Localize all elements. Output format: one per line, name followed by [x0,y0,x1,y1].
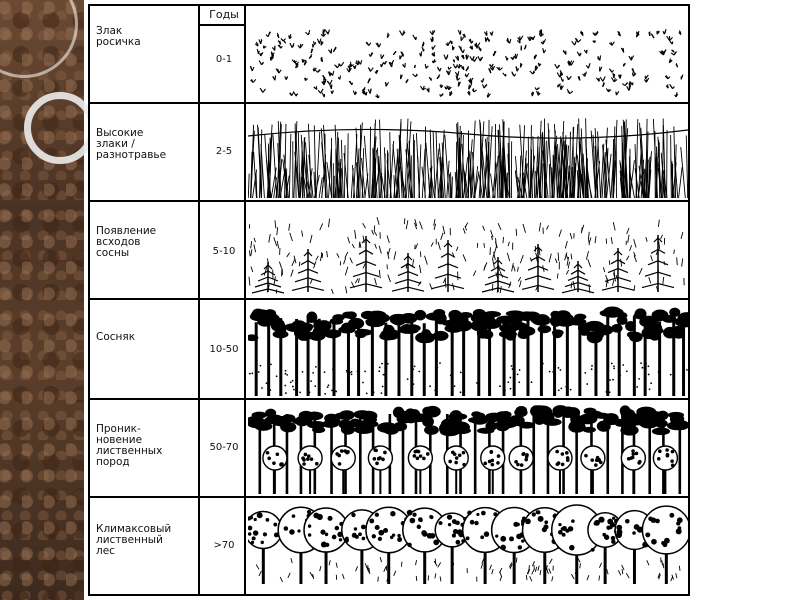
grass-tuft [452,45,454,50]
grass-tuft [596,31,598,35]
stage-years-4: 10-50 [209,344,239,355]
grass-tuft [453,59,455,62]
grass-tuft [458,82,460,87]
grass-tuft [403,63,406,67]
stage-label-1: Злак росичка [96,25,141,48]
grass-tuft [531,92,533,96]
grass-tuft [440,94,443,97]
grass-tuft [593,40,596,42]
years-column-header: Годы [209,8,239,21]
grass-tuft [375,94,379,98]
grass-blade [429,174,430,198]
grass-tuft [381,54,384,58]
grass-tuft [507,38,509,43]
grass-tuft [487,37,489,41]
grass-tuft [483,84,487,88]
stage-label-4: Сосняк [96,331,136,343]
grass-tuft [584,50,587,53]
grass-tuft [463,34,466,37]
grass-tuft [321,41,323,45]
grass-blade [248,174,249,198]
grass-tuft [255,42,258,46]
pine-tree [414,310,435,396]
grass-tuft [670,41,673,44]
grass-tuft [676,63,678,67]
grass-tuft [413,74,418,77]
grass-tuft [657,31,660,35]
grass-tuft [627,86,631,91]
grass-tuft [535,87,540,89]
grass-tuft [489,64,493,67]
grass-tuft [406,79,408,82]
stage-label-5: Проник- новение лиственных пород [96,423,163,468]
deciduous-sapling [481,446,505,494]
grass-tuft [311,49,313,53]
grass-tuft [290,43,294,48]
grass-tuft [518,36,523,41]
deciduous-sapling [408,446,432,494]
grass-tuft [259,61,263,65]
grass-tuft [313,41,315,44]
grass-tuft [322,93,324,97]
decorative-ring-small [24,92,96,164]
grass-tuft [489,68,491,73]
pine-seedling [642,235,674,292]
grass-tuft [455,56,458,61]
grass-tuft [272,46,275,51]
deciduous-sapling [509,446,533,494]
grass-tuft [432,45,435,49]
grass-tuft [461,65,464,70]
grass-tuft [561,77,564,81]
grass-tuft [259,39,262,44]
pine-seedling [350,236,382,292]
grass-blade [528,137,529,198]
grass-tuft [618,74,621,78]
grass-tuft [651,34,654,38]
grass-tuft [541,39,546,44]
stage-years-1: 0-1 [215,54,233,65]
grass-tuft [327,80,332,84]
grass-tuft [420,86,425,90]
pine-tree [361,311,386,396]
grass-tuft [368,78,371,83]
grass-tuft [422,42,424,47]
grass-tuft [606,88,611,91]
grass-tuft [432,52,435,56]
grass-tuft [456,75,460,80]
grass-tuft [663,29,666,34]
grass-tuft [427,88,429,92]
grass-tuft [413,35,417,40]
grass-tuft [493,51,496,56]
deciduous-sapling [653,446,677,494]
pine-tree [634,308,658,396]
stage-label-6: Климаксовый лиственный лес [96,523,172,557]
grass-tuft [466,66,469,71]
grass-tuft [469,39,473,44]
pine-tree [611,309,627,396]
grass-tuft [543,48,546,53]
pine-seedling [432,240,464,292]
grass-tuft [478,46,480,51]
grass-tuft [609,69,613,73]
grass-tuft [302,59,305,63]
grass-blade [413,134,414,198]
grass-blade [302,141,303,198]
stage-years-5: 50-70 [209,442,239,453]
grass-tuft [600,67,602,72]
grass-blade [370,127,371,198]
decorative-texture-strip [0,0,84,600]
grass-tuft [535,66,538,71]
grass-tuft [348,64,350,69]
grass-tuft [440,84,443,87]
row-divider-5 [90,496,688,498]
scene-tall-grass [248,106,688,198]
grass-tuft [455,71,458,76]
grass-tuft [260,88,265,92]
succession-diagram [88,4,690,596]
grass-tuft [383,61,386,64]
deciduous-tree [366,507,412,584]
grass-tuft [318,89,323,93]
grass-tuft [266,32,271,37]
grass-tuft [313,44,314,48]
grass-tuft [257,49,259,54]
grass-tuft [675,92,678,97]
grass-tuft [422,47,424,52]
scene-pine-seedlings [248,204,688,296]
grass-tuft [485,37,487,41]
grass-tuft [444,55,448,60]
grass-tuft [506,56,508,60]
grass-tuft [305,78,308,81]
grass-tuft [425,64,428,68]
grass-tuft [681,75,683,80]
grass-tuft [583,72,587,77]
pine-tree [531,314,551,396]
grass-tuft [497,67,503,70]
stage-years-2: 2-5 [215,146,233,157]
grass-tuft [649,32,650,36]
grass-blade [623,123,624,198]
grass-tuft [672,50,674,53]
grass-tuft [457,64,461,68]
grass-tuft [330,84,332,89]
grass-tuft [315,70,320,73]
scene-pine-forest [248,302,688,396]
grass-tuft [356,61,359,65]
grass-tuft [453,64,457,68]
grass-tuft [597,55,600,60]
grass-tuft [503,73,506,76]
deciduous-sapling [331,446,355,494]
column-divider-scenes [244,6,246,594]
grass-tuft [353,91,357,95]
pine-seedling [252,262,284,293]
grass-tuft [539,33,543,36]
grass-tuft [645,75,648,79]
grass-tuft [560,86,563,90]
pine-seedling [292,249,324,292]
grass-tuft [470,46,473,50]
grass-blade [416,133,419,198]
grass-tuft [401,75,403,79]
grass-tuft [387,33,389,38]
grass-blade [364,136,369,198]
grass-tuft [632,73,636,77]
stage-label-2: Высокие злаки / разнотравье [96,127,167,161]
grass-tuft [530,71,535,74]
grass-tuft [616,91,619,95]
grass-tuft [420,51,422,56]
grass-tuft [490,31,493,35]
grass-tuft [309,54,312,58]
grass-tuft [292,60,297,63]
grass-blade [351,168,353,198]
grass-tuft [437,67,441,71]
grass-tuft [596,78,599,82]
grass-tuft [277,33,278,38]
grass-blade [360,125,361,198]
grass-tuft [472,88,476,92]
grass-tuft [298,44,303,48]
grass-tuft [400,54,403,59]
grass-blade [499,130,500,198]
grass-blade [663,118,664,198]
grass-tuft [484,31,487,35]
grass-tuft [381,63,384,67]
grass-tuft [430,30,435,34]
row-divider-1 [90,102,688,104]
deciduous-sapling [548,446,572,494]
grass-blade [686,135,687,198]
pine-tree [453,312,472,396]
grass-tuft [623,63,625,66]
grass-blade [452,177,453,198]
grass-tuft [669,58,672,62]
grass-tuft [520,63,522,67]
row-divider-2 [90,200,688,202]
grass-tuft [305,30,309,35]
grass-tuft [446,42,450,46]
grass-tuft [611,77,617,81]
grass-tuft [368,89,371,94]
grass-tuft [461,36,464,40]
grass-tuft [276,69,281,73]
grass-tuft [670,84,675,89]
grass-tuft [264,45,266,48]
grass-tuft [450,91,452,96]
grass-blade [289,134,291,198]
grass-tuft [285,76,288,79]
grass-tuft [278,41,281,45]
grass-tuft [458,30,461,34]
grass-tuft [577,52,581,56]
grass-tuft [333,47,336,52]
grass-tuft [663,51,664,55]
grass-tuft [629,56,634,61]
grass-tuft [525,45,527,49]
pine-seedling [392,253,424,292]
grass-tuft [415,65,416,68]
grass-tuft [478,56,483,61]
grass-tuft [260,52,263,56]
grass-tuft [466,54,469,59]
scene-deciduous-ingrowth [248,402,688,494]
grass-tuft [534,55,536,59]
grass-tuft [385,82,388,86]
pine-tree [271,318,289,396]
grass-tuft [679,30,681,34]
grass-tuft [469,84,472,89]
grass-tuft [487,93,490,97]
grass-blade [542,164,543,198]
stage-years-6: >70 [213,540,235,551]
grass-tuft [338,75,340,79]
grass-tuft [369,52,373,56]
grass-tuft [567,76,572,80]
grass-blade [549,164,550,198]
grass-tuft [331,90,333,93]
grass-tuft [429,77,431,80]
grass-tuft [622,82,627,85]
stage-years-3: 5-10 [212,246,236,257]
grass-tuft [437,74,440,78]
grass-tuft [351,62,354,67]
grass-tuft [450,40,452,44]
grass-tuft [400,30,406,35]
deciduous-sapling [621,446,645,494]
grass-tuft [567,89,573,93]
grass-tuft [273,75,276,80]
grass-tuft [563,50,566,54]
grass-tuft [321,57,323,62]
grass-tuft [363,87,365,91]
grass-tuft [609,42,614,46]
stage-label-3: Появление всходов сосны [96,225,157,259]
grass-tuft [446,70,450,75]
grass-tuft [368,67,373,71]
grass-tuft [317,39,321,44]
deciduous-sapling [581,446,605,494]
grass-tuft [660,51,663,54]
grass-tuft [512,72,516,77]
grass-tuft [329,71,331,76]
row-divider-4 [90,398,688,400]
grass-tuft [603,82,605,86]
grass-tuft [460,49,464,53]
pine-tree [482,311,502,396]
grass-tuft [432,59,436,63]
grass-tuft [375,70,378,73]
grass-tuft [618,31,621,36]
pine-tree [399,313,421,396]
scene-climax-deciduous-forest [248,500,688,584]
scene-grass-sprouts [248,26,688,102]
grass-tuft [376,43,381,47]
grass-tuft [536,91,540,95]
grass-tuft [516,66,519,71]
grass-tuft [328,49,331,54]
grass-tuft [578,76,580,80]
deciduous-tree [642,506,688,584]
deciduous-tree [248,511,282,584]
grass-blade [491,174,494,198]
grass-tuft [667,36,673,41]
grass-tuft [293,91,297,96]
grass-tuft [314,86,317,89]
grass-tuft [572,41,577,45]
grass-tuft [366,42,371,46]
pine-seedling [522,244,554,292]
grass-tuft [325,30,329,35]
deciduous-sapling [263,446,287,494]
grass-tuft [278,45,282,49]
grass-tuft [448,67,451,70]
grass-tuft [580,31,583,36]
grass-tuft [251,79,256,82]
grass-tuft [621,48,623,53]
grass-tuft [250,66,253,71]
grass-tuft [666,84,668,88]
grass-tuft [289,34,292,39]
grass-blade [497,164,498,198]
grass-tuft [600,76,605,81]
grass-tuft [613,73,615,78]
grass-tuft [632,68,634,73]
grass-tuft [349,81,352,85]
grass-tuft [465,73,469,77]
grass-tuft [538,63,541,66]
header-underline [198,24,246,26]
grass-tuft [462,55,464,59]
grass-tuft [353,65,356,69]
row-divider-3 [90,298,688,300]
grass-tuft [555,64,560,68]
grass-blade [679,167,682,198]
grass-tuft [665,75,670,78]
column-divider-years [198,6,200,594]
grass-tuft [281,38,286,41]
grass-tuft [393,51,396,55]
grass-tuft [468,91,470,95]
grass-tuft [481,78,484,82]
grass-tuft [586,63,590,68]
